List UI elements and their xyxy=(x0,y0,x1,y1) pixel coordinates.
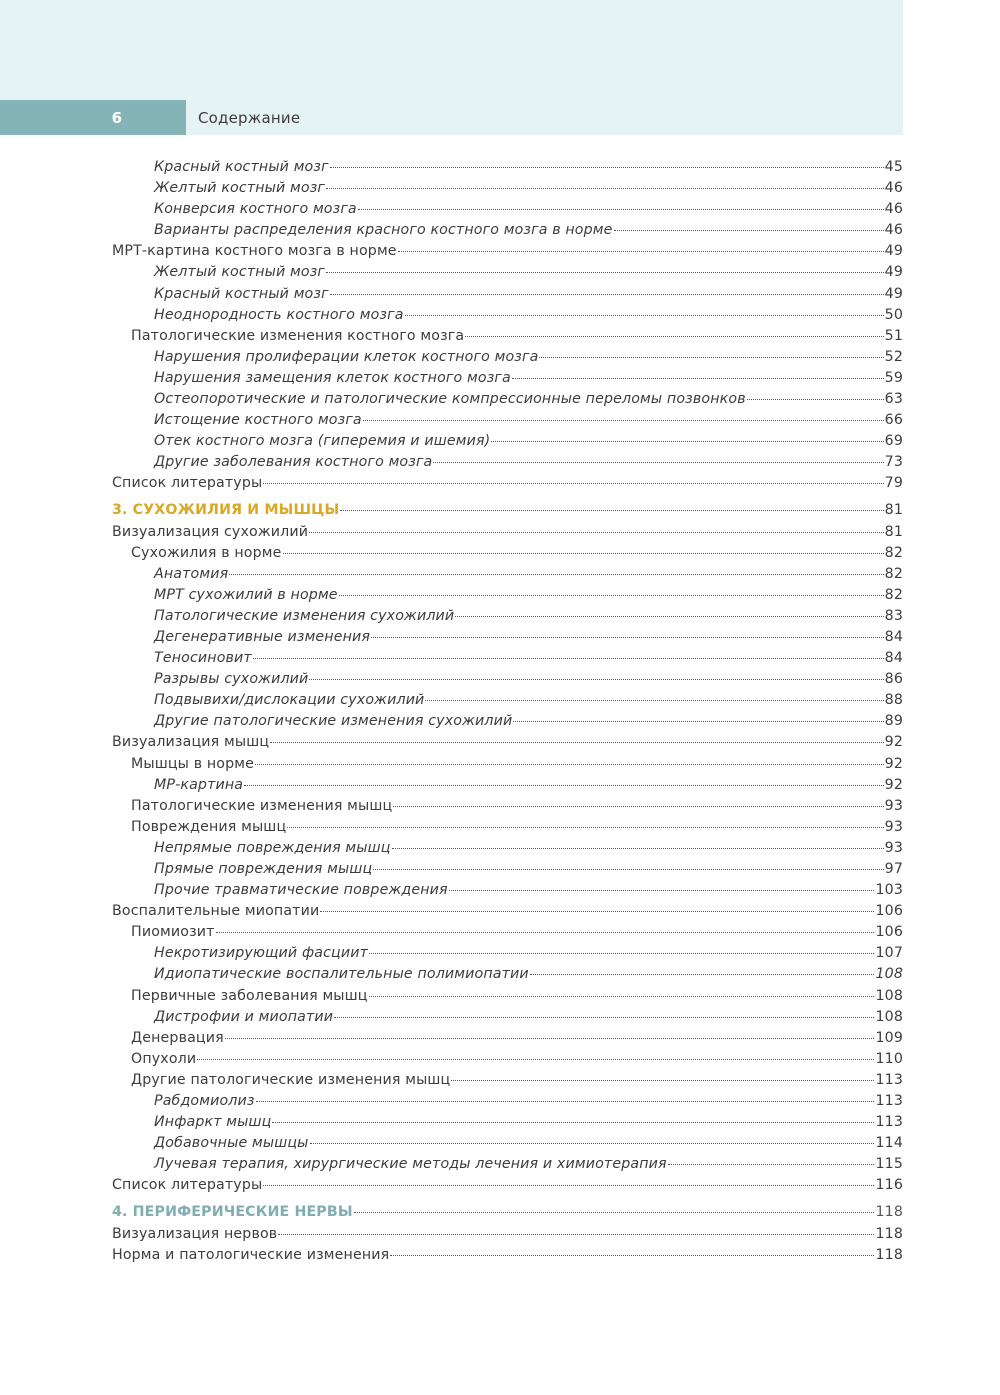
page-number: 6 xyxy=(111,108,122,127)
toc-page-number: 81 xyxy=(884,501,903,518)
toc-entry-label: Сухожилия в норме xyxy=(131,544,282,561)
toc-entry-label: Отек костного мозга (гиперемия и ишемия) xyxy=(154,433,491,450)
toc-entry[interactable] xyxy=(112,859,903,880)
toc-entry-label: Лучевая терапия, хирургические методы лечения и химиотерапия xyxy=(154,1156,667,1173)
dot-leader xyxy=(513,721,883,722)
toc-page-number: 50 xyxy=(884,306,903,323)
toc-entry[interactable] xyxy=(112,157,903,178)
toc-entry-label: Неоднородность костного мозга xyxy=(154,306,404,323)
toc-page-number: 108 xyxy=(875,1008,903,1025)
toc-page-number: 82 xyxy=(884,586,903,603)
dot-leader xyxy=(449,890,875,891)
toc-page-number: 63 xyxy=(884,391,903,408)
toc-entry[interactable] xyxy=(112,964,903,985)
toc-page-number: 106 xyxy=(875,903,903,920)
dot-leader xyxy=(369,996,875,997)
toc-page-number: 83 xyxy=(884,607,903,624)
toc-entry[interactable] xyxy=(112,775,903,796)
dot-leader xyxy=(512,378,884,379)
toc-entry[interactable] xyxy=(112,880,903,901)
toc-entry-label: Визуализация мышц xyxy=(112,734,270,751)
dot-leader xyxy=(270,742,884,743)
dot-leader xyxy=(330,167,884,168)
toc-entry-label: Повреждения мышц xyxy=(131,818,287,835)
toc-entry-label: Истощение костного мозга xyxy=(154,412,362,429)
toc-page-number: 114 xyxy=(875,1135,903,1152)
dot-leader xyxy=(433,462,883,463)
toc-entry[interactable] xyxy=(112,1007,903,1028)
toc-page-number: 115 xyxy=(875,1156,903,1173)
toc-entry[interactable] xyxy=(112,452,903,473)
dot-leader xyxy=(309,679,883,680)
toc-page-number: 106 xyxy=(875,924,903,941)
dot-leader xyxy=(255,764,884,765)
toc-page-number: 108 xyxy=(875,987,903,1004)
toc-entry-label: Некротизирующий фасциит xyxy=(154,945,368,962)
toc-page-number: 49 xyxy=(884,243,903,260)
toc-page-number: 45 xyxy=(884,159,903,175)
dot-leader xyxy=(373,869,883,870)
dot-leader xyxy=(229,574,883,575)
toc-entry-label: Теносиновит xyxy=(154,650,252,667)
toc-entry-label: 4. ПЕРИФЕРИЧЕСКИЕ НЕРВЫ xyxy=(112,1203,353,1220)
dot-leader xyxy=(326,188,884,189)
toc-page-number: 118 xyxy=(875,1246,903,1263)
dot-leader xyxy=(614,230,884,231)
toc-entry[interactable] xyxy=(112,1224,903,1245)
toc-entry[interactable] xyxy=(112,1091,903,1112)
dot-leader xyxy=(354,1212,875,1213)
toc-page-number: 69 xyxy=(884,433,903,450)
toc-entry[interactable] xyxy=(112,1133,903,1154)
dot-leader xyxy=(425,700,883,701)
dot-leader xyxy=(747,399,884,400)
dot-leader xyxy=(334,1017,874,1018)
toc-page-number: 46 xyxy=(884,180,903,197)
toc-entry[interactable] xyxy=(112,368,903,389)
toc-page-number: 49 xyxy=(884,264,903,281)
toc-page-number: 66 xyxy=(884,412,903,429)
dot-leader xyxy=(272,1122,874,1123)
toc-entry[interactable] xyxy=(112,627,903,648)
toc-entry[interactable] xyxy=(112,543,903,564)
toc-entry-label: Другие патологические изменения сухожилий xyxy=(154,713,513,730)
toc-entry[interactable] xyxy=(112,241,903,262)
dot-leader xyxy=(309,532,884,533)
dot-leader xyxy=(225,1038,875,1039)
toc-page-number: 113 xyxy=(875,1071,903,1088)
toc-entry[interactable] xyxy=(112,1245,903,1266)
dot-leader xyxy=(398,251,884,252)
toc-entry-label: Пиомиозит xyxy=(131,924,215,941)
dot-leader xyxy=(287,827,883,828)
toc-entry[interactable] xyxy=(112,262,903,283)
toc-entry[interactable] xyxy=(112,564,903,585)
toc-entry-label: Патологические изменения мышц xyxy=(131,797,393,814)
dot-leader xyxy=(310,1143,875,1144)
toc-entry[interactable] xyxy=(112,922,903,943)
toc-entry-label: Красный костный мозг xyxy=(154,159,329,175)
toc-entry-label: Список литературы xyxy=(112,1177,263,1194)
toc-entry[interactable] xyxy=(112,410,903,431)
toc-page-number: 92 xyxy=(884,776,903,793)
toc-page-number: 82 xyxy=(884,544,903,561)
toc-page-number: 116 xyxy=(875,1177,903,1194)
toc-entry[interactable] xyxy=(112,347,903,368)
dot-leader xyxy=(405,315,884,316)
toc-entry-label: Нарушения пролиферации клеток костного мозга xyxy=(154,348,539,365)
dot-leader xyxy=(320,911,874,912)
toc-entry[interactable] xyxy=(112,1175,903,1196)
toc-page-number: 92 xyxy=(884,734,903,751)
toc-entry-label: Мышцы в норме xyxy=(131,755,255,772)
toc-entry[interactable] xyxy=(112,220,903,241)
toc-entry[interactable] xyxy=(112,711,903,732)
toc-entry-label: Анатомия xyxy=(154,565,229,582)
toc-entry[interactable] xyxy=(112,754,903,775)
dot-leader xyxy=(216,932,875,933)
toc-entry-label: Визуализация нервов xyxy=(112,1225,278,1242)
toc-entry-label: Другие патологические изменения мышц xyxy=(131,1071,451,1088)
toc-entry-label: Воспалительные миопатии xyxy=(112,903,320,920)
toc-entry-label: Непрямые повреждения мышц xyxy=(154,839,391,856)
dot-leader xyxy=(539,357,883,358)
dot-leader xyxy=(371,637,884,638)
toc-entry[interactable] xyxy=(112,522,903,543)
toc-entry[interactable] xyxy=(112,284,903,305)
toc-entry[interactable] xyxy=(112,473,903,494)
toc-page-number: 52 xyxy=(884,348,903,365)
toc-entry-label: Варианты распределения красного костного мозга в норме xyxy=(154,222,613,239)
toc-page-number: 51 xyxy=(884,327,903,344)
dot-leader xyxy=(197,1059,874,1060)
dot-leader xyxy=(339,595,884,596)
toc-entry-label: Прямые повреждения мышц xyxy=(154,861,373,877)
dot-leader xyxy=(256,1101,875,1102)
toc-entry-label: МРТ-картина костного мозга в норме xyxy=(112,243,397,260)
toc-entry-label: Желтый костный мозг xyxy=(154,180,326,197)
dot-leader xyxy=(358,209,884,210)
toc-page-number: 118 xyxy=(875,1225,903,1242)
dot-leader xyxy=(530,974,875,975)
dot-leader xyxy=(363,420,884,421)
toc-page-number: 113 xyxy=(875,1093,903,1110)
toc-entry-label: Патологические изменения костного мозга xyxy=(131,327,465,344)
dot-leader xyxy=(330,294,884,295)
toc-entry[interactable] xyxy=(112,690,903,711)
dot-leader xyxy=(451,1080,874,1081)
toc-page-number: 113 xyxy=(875,1114,903,1131)
toc-entry-label: Разрывы сухожилий xyxy=(154,671,309,688)
dot-leader xyxy=(369,953,874,954)
toc-entry-label: Прочие травматические повреждения xyxy=(154,882,448,899)
dot-leader xyxy=(668,1164,875,1165)
dot-leader xyxy=(326,272,884,273)
toc-page-number: 81 xyxy=(884,523,903,540)
toc-entry[interactable] xyxy=(112,326,903,347)
toc-page-number: 93 xyxy=(884,839,903,856)
toc-page-number: 92 xyxy=(884,755,903,772)
dot-leader xyxy=(283,553,884,554)
running-header-title: Содержание xyxy=(198,108,301,127)
toc-page-number: 108 xyxy=(875,966,903,983)
toc-entry[interactable] xyxy=(112,585,903,606)
dot-leader xyxy=(390,1255,874,1256)
dot-leader xyxy=(455,616,883,617)
toc-entry-label: МР-картина xyxy=(154,776,244,793)
toc-entry[interactable] xyxy=(112,199,903,220)
toc-entry-label: Норма и патологические изменения xyxy=(112,1246,390,1263)
toc-entry[interactable] xyxy=(112,669,903,690)
toc-entry[interactable] xyxy=(112,305,903,326)
toc-page-number: 103 xyxy=(875,882,903,899)
dot-leader xyxy=(263,483,883,484)
dot-leader xyxy=(253,658,884,659)
toc-entry-label: Подвывихи/дислокации сухожилий xyxy=(154,692,425,709)
toc-entry-label: Рабдомиолиз xyxy=(154,1093,255,1110)
toc-entry[interactable] xyxy=(112,1112,903,1133)
toc-page-number: 97 xyxy=(884,861,903,877)
toc-page-number: 86 xyxy=(884,671,903,688)
toc-entry-label: Идиопатические воспалительные полимиопатии xyxy=(154,966,529,983)
toc-entry[interactable] xyxy=(112,606,903,627)
toc-page-number: 118 xyxy=(875,1203,903,1220)
dot-leader xyxy=(491,441,883,442)
toc-entry[interactable] xyxy=(112,178,903,199)
toc-page-number: 46 xyxy=(884,201,903,218)
toc-entry-label: Желтый костный мозг xyxy=(154,264,326,281)
toc-page-number: 49 xyxy=(884,285,903,302)
toc-page-number: 59 xyxy=(884,369,903,386)
dot-leader xyxy=(393,806,883,807)
dot-leader xyxy=(465,336,883,337)
toc-page-number: 109 xyxy=(875,1029,903,1046)
toc-entry-label: Другие заболевания костного мозга xyxy=(154,454,433,471)
toc-entry[interactable] xyxy=(112,901,903,922)
toc-entry-label: Инфаркт мышц xyxy=(154,1114,272,1131)
toc-page-number: 110 xyxy=(875,1050,903,1067)
toc-entry-label: Опухоли xyxy=(131,1050,197,1067)
page-number-tab xyxy=(0,100,186,135)
toc-entry-label: Список литературы xyxy=(112,475,263,492)
dot-leader xyxy=(278,1234,874,1235)
toc-entry-label: Первичные заболевания мышц xyxy=(131,987,368,1004)
dot-leader xyxy=(340,510,883,511)
toc-entry-label: Дегенеративные изменения xyxy=(154,628,371,645)
toc-entry-label: Остеопоротические и патологические компрессионные переломы позвонков xyxy=(154,391,746,408)
toc-entry-label: Дистрофии и миопатии xyxy=(154,1008,334,1025)
toc-entry[interactable] xyxy=(112,1049,903,1070)
toc-page-number: 93 xyxy=(884,818,903,835)
toc-entry-label: Денервация xyxy=(131,1029,224,1046)
toc-page-number: 46 xyxy=(884,222,903,239)
dot-leader xyxy=(244,785,884,786)
toc-page-number: 84 xyxy=(884,628,903,645)
toc-entry[interactable] xyxy=(112,732,903,753)
toc-entry[interactable] xyxy=(112,838,903,859)
toc-page-number: 88 xyxy=(884,692,903,709)
toc-page-number: 107 xyxy=(875,945,903,962)
toc-entry-label: Красный костный мозг xyxy=(154,285,329,302)
toc-page-number: 84 xyxy=(884,650,903,667)
toc-entry[interactable] xyxy=(112,817,903,838)
toc-entry[interactable] xyxy=(112,943,903,964)
toc-entry-label: Конверсия костного мозга xyxy=(154,201,357,218)
dot-leader xyxy=(392,848,884,849)
toc-page-number: 93 xyxy=(884,797,903,814)
toc-entry[interactable] xyxy=(112,389,903,410)
toc-entry[interactable] xyxy=(112,648,903,669)
toc-entry[interactable] xyxy=(112,1154,903,1175)
toc-page-number: 89 xyxy=(884,713,903,730)
toc-entry-label: Патологические изменения сухожилий xyxy=(154,607,455,624)
toc-entry[interactable] xyxy=(112,1070,903,1091)
toc-page-number: 73 xyxy=(884,454,903,471)
toc-chapter-heading[interactable] xyxy=(112,500,903,522)
toc-entry-label: Нарушения замещения клеток костного мозга xyxy=(154,369,511,386)
toc-entry[interactable] xyxy=(112,431,903,452)
toc-chapter-heading[interactable] xyxy=(112,1202,903,1224)
toc-entry[interactable] xyxy=(112,986,903,1007)
toc-entry[interactable] xyxy=(112,796,903,817)
table-of-contents xyxy=(112,157,903,1266)
toc-page-number: 82 xyxy=(884,565,903,582)
toc-entry[interactable] xyxy=(112,1028,903,1049)
toc-entry-label: Добавочные мышцы xyxy=(154,1135,309,1152)
toc-entry-label: МРТ сухожилий в норме xyxy=(154,586,338,603)
toc-entry-label: 3. СУХОЖИЛИЯ И МЫШЦЫ xyxy=(112,501,340,518)
toc-page-number: 79 xyxy=(884,475,903,492)
dot-leader xyxy=(263,1185,874,1186)
toc-entry-label: Визуализация сухожилий xyxy=(112,523,309,540)
